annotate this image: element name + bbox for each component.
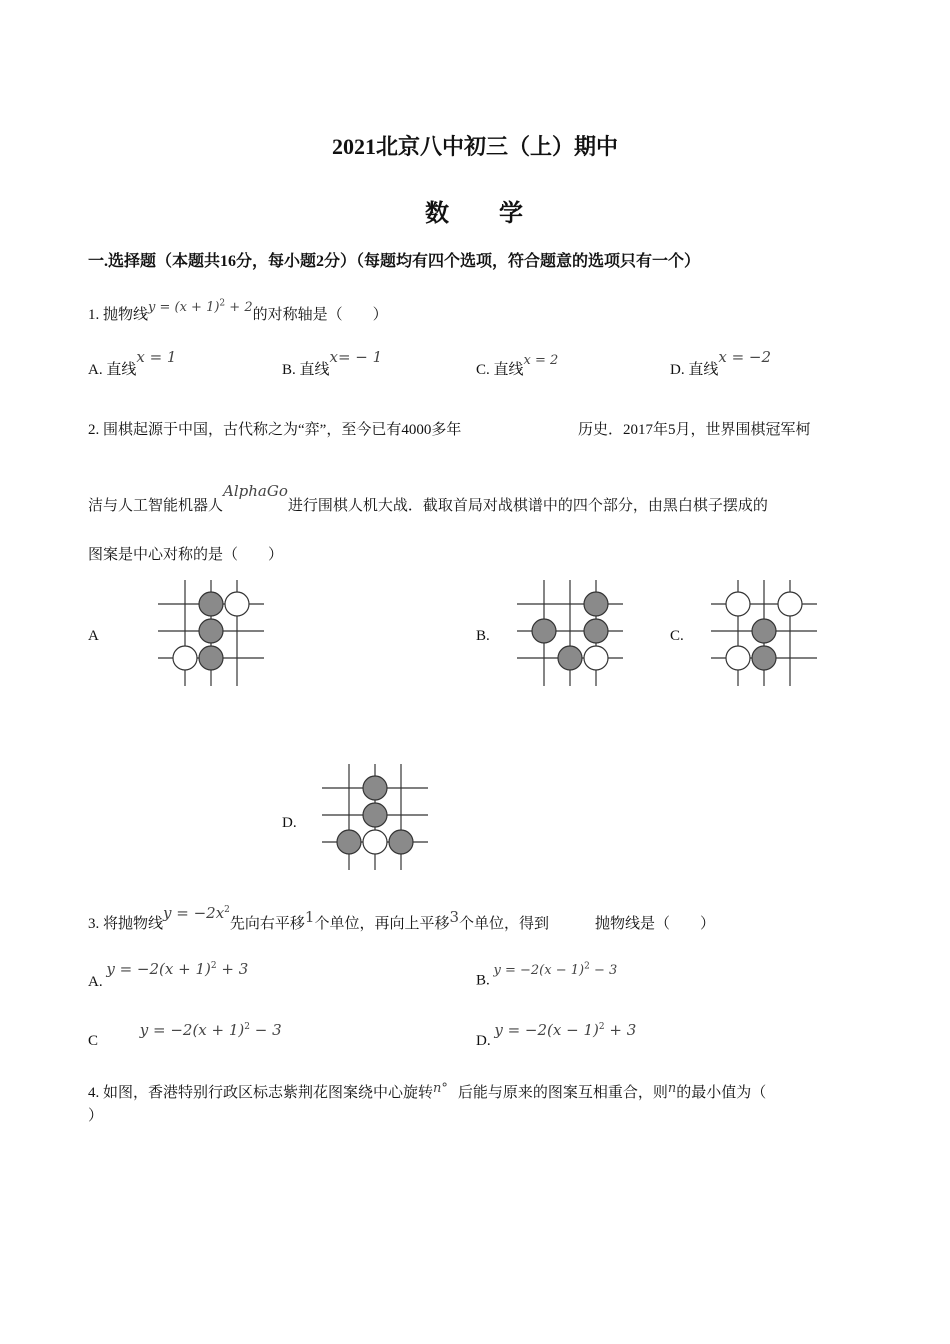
- q3-option-b-math: [494, 963, 618, 978]
- black-stone: [532, 619, 556, 643]
- q3-option-d-main: y = −2(x − 1): [494, 1021, 599, 1039]
- q3-option-c-exp: 2: [244, 1022, 251, 1032]
- q3-option-b-label: B.: [476, 972, 490, 989]
- q1-option-d-label: D. 直线: [670, 362, 719, 378]
- q3-n1: 1: [304, 908, 315, 926]
- q4-mid: 后能与原来的图案互相重合，则: [457, 1085, 668, 1101]
- q3-option-d-label: D.: [476, 1033, 491, 1049]
- white-stone: [584, 646, 608, 670]
- q1-option-c-label: C. 直线: [476, 362, 524, 378]
- q2-line-2a: 洁与人工智能机器人: [88, 498, 224, 514]
- black-stone: [363, 803, 387, 827]
- q3-option-d[interactable]: [476, 1021, 637, 1050]
- q1-formula: [148, 300, 253, 315]
- q3-option-a-exp: 2: [210, 961, 217, 971]
- q1-option-c[interactable]: [476, 353, 559, 379]
- black-stone: [199, 646, 223, 670]
- q1-option-a[interactable]: [88, 348, 177, 379]
- q3-option-c-label: C: [88, 1033, 99, 1049]
- q1-option-b-math: x= − 1: [329, 348, 383, 366]
- q3-option-d-tail: + 3: [604, 1021, 637, 1039]
- go-board-c: [711, 580, 817, 686]
- q4-prefix: 4. 如图，香港特别行政区标志紫荆花图案绕中心旋转: [88, 1085, 434, 1101]
- q1-option-c-math: x = 2: [523, 353, 559, 368]
- white-stone: [173, 646, 197, 670]
- go-board-d: [322, 764, 428, 870]
- q3-option-a-math: [106, 960, 248, 978]
- white-stone: [726, 646, 750, 670]
- black-stone: [584, 619, 608, 643]
- question-4: [88, 1081, 766, 1102]
- q3-mid-2: 个单位，再向上平移: [314, 916, 450, 932]
- q3-formula-main: y = −2x: [163, 904, 225, 922]
- q4-line-2: ）: [88, 1108, 104, 1124]
- q3-option-c-main: y = −2(x + 1): [139, 1021, 245, 1039]
- q1-option-b[interactable]: [282, 348, 383, 379]
- q3-option-a-main: y = −2(x + 1): [106, 960, 211, 978]
- q3-prefix: 3. 将抛物线: [88, 916, 164, 932]
- q2-option-a-label[interactable]: A: [88, 628, 99, 644]
- q3-suffix: 抛物线是（ ）: [595, 916, 716, 932]
- q2-alphago-math: AlphaGo: [223, 482, 288, 500]
- white-stone: [726, 592, 750, 616]
- q1-option-b-label: B. 直线: [282, 362, 330, 378]
- q2-line-1a: 2. 围棋起源于中国，古代称之为“弈”，至今已有4000多年: [88, 422, 462, 438]
- q3-option-d-exp: 2: [598, 1022, 605, 1032]
- black-stone: [199, 619, 223, 643]
- q3-option-c-tail: − 3: [250, 1021, 282, 1039]
- q2-option-d-label[interactable]: D.: [282, 815, 297, 831]
- q3-mid-3: 个单位，得到: [459, 916, 550, 932]
- q1-suffix: 的对称轴是（ ）: [252, 307, 388, 323]
- q3-option-a-tail: + 3: [216, 960, 249, 978]
- q3-option-c[interactable]: [88, 1021, 282, 1050]
- q2-line-2: [88, 482, 768, 515]
- q2-line-2b: 进行围棋人机大战．截取首局对战棋谱中的四个部分，由黑白棋子摆成的: [287, 498, 768, 514]
- q3-formula: [163, 904, 230, 922]
- q1-formula-main: y = (x + 1): [148, 300, 220, 315]
- q2-line-3: 图案是中心对称的是（ ）: [88, 547, 284, 563]
- q3-option-a-label: A.: [88, 974, 103, 990]
- white-stone: [225, 592, 249, 616]
- q1-option-a-math: x = 1: [136, 348, 177, 366]
- q4-suffix: 的最小值为（: [676, 1085, 767, 1101]
- q3-n2: 3: [449, 908, 460, 926]
- q3-option-b-exp: 2: [584, 962, 590, 972]
- black-stone: [199, 592, 223, 616]
- q1-option-d[interactable]: [670, 348, 772, 379]
- q3-option-b-tail: − 3: [589, 963, 618, 979]
- q3-formula-exp: 2: [224, 905, 230, 915]
- q2-line-1b: 历史．2017年5月，世界围棋冠军柯: [578, 422, 811, 438]
- black-stone: [337, 830, 361, 854]
- section-heading: 一.选择题（本题共16分，每小题2分）（每题均有四个选项，符合题意的选项只有一个）: [88, 253, 701, 270]
- q1-option-a-label: A. 直线: [88, 362, 137, 378]
- q3-option-d-math: [494, 1021, 636, 1039]
- q3-option-b[interactable]: [476, 962, 618, 989]
- q3-option-c-math: [140, 1021, 282, 1039]
- q4-degree: °: [441, 1081, 448, 1096]
- black-stone: [752, 646, 776, 670]
- q3-option-a[interactable]: [88, 960, 249, 991]
- q3-mid-1: 先向右平移: [229, 916, 305, 932]
- go-board-a: [158, 580, 264, 686]
- page-title: 2021北京八中初三（上）期中: [331, 134, 618, 159]
- q2-option-c-label[interactable]: C.: [670, 628, 684, 644]
- q4-n-math: n: [433, 1081, 442, 1096]
- q1-option-d-math: x = −2: [718, 348, 772, 366]
- black-stone: [363, 776, 387, 800]
- q1-formula-tail: + 2: [225, 300, 253, 315]
- q1-prefix: 1. 抛物线: [88, 307, 149, 323]
- subject-part-1: 数: [425, 201, 451, 227]
- black-stone: [558, 646, 582, 670]
- go-board-b: [517, 580, 623, 686]
- black-stone: [752, 619, 776, 643]
- subject-title: [0, 193, 950, 228]
- subject-part-2: 学: [499, 201, 525, 227]
- question-3: [88, 904, 716, 933]
- black-stone: [584, 592, 608, 616]
- q2-option-b-label[interactable]: B.: [476, 628, 490, 644]
- q1-formula-exp: 2: [219, 298, 226, 309]
- black-stone: [389, 830, 413, 854]
- question-1: [88, 298, 388, 324]
- white-stone: [363, 830, 387, 854]
- white-stone: [778, 592, 802, 616]
- q4-n-math-2: n: [667, 1081, 677, 1096]
- q3-option-b-main: y = −2(x − 1): [493, 963, 585, 979]
